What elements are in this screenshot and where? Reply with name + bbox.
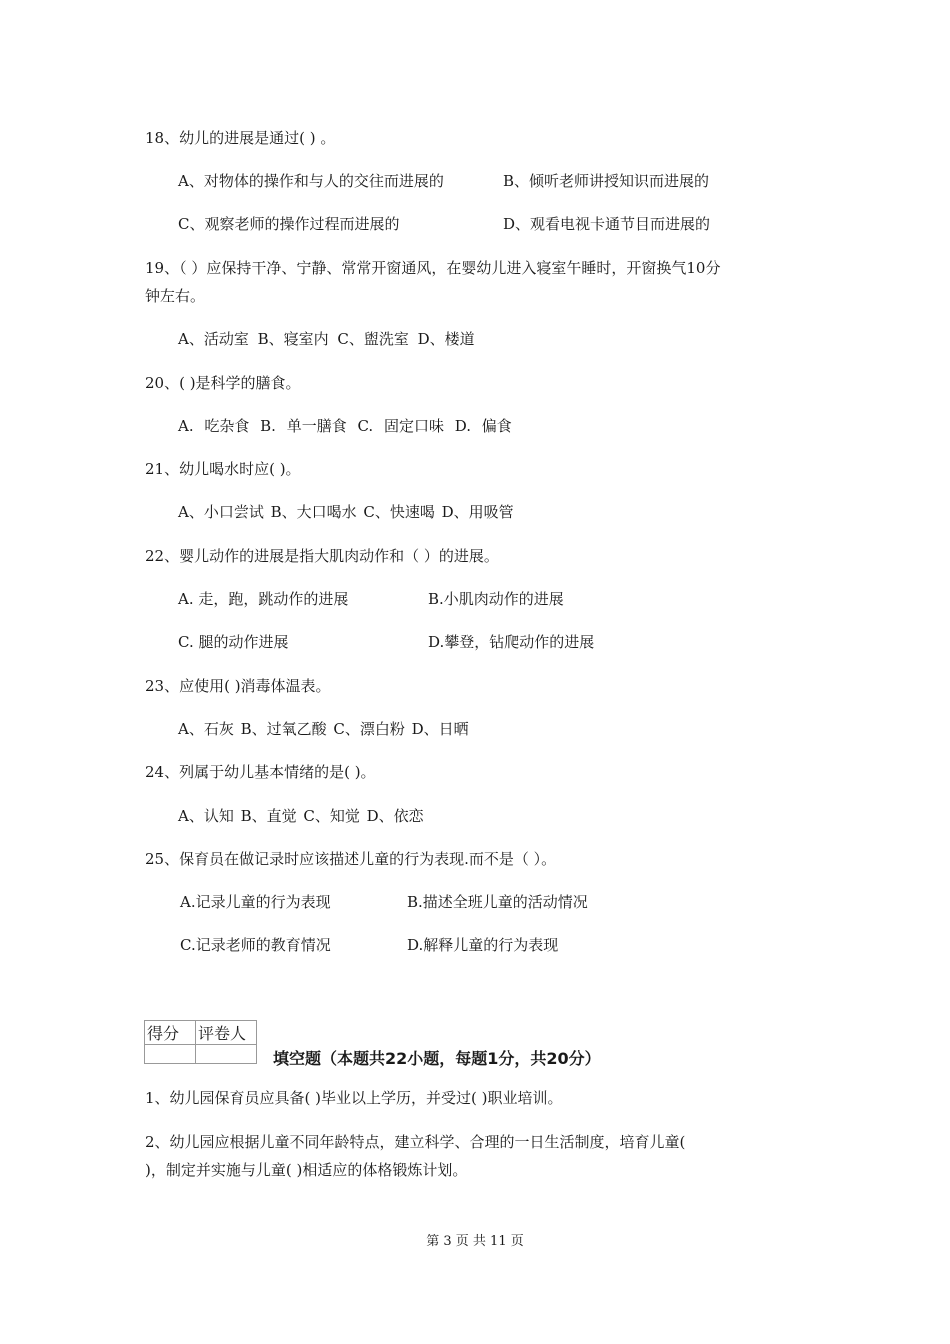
question-21-options: A、小口尝试 B、大口喝水 C、快速喝 D、用吸管: [178, 503, 514, 521]
fill-question-2-line2: )，制定并实施与儿童( )相适应的体格锻炼计划。: [145, 1161, 468, 1179]
score-label: 得分: [145, 1021, 196, 1045]
score-box: [144, 1020, 257, 1064]
question-25-option-c: C.记录老师的教育情况: [180, 936, 331, 954]
question-21-stem: 21、幼儿喝水时应( )。: [145, 460, 301, 478]
question-19-options: A、活动室 B、寝室内 C、盥洗室 D、楼道: [178, 330, 475, 348]
question-20-stem: 20、( )是科学的膳食。: [145, 374, 301, 392]
question-22-option-a: A. 走，跑，跳动作的进展: [178, 590, 349, 608]
question-18-stem: 18、幼儿的进展是通过( ) 。: [145, 129, 336, 147]
question-22-option-b: B.小肌肉动作的进展: [428, 590, 564, 608]
question-23-options: A、石灰 B、过氧乙酸 C、漂白粉 D、日晒: [178, 720, 469, 738]
section-title: 填空题（本题共22小题，每题1分，共20分）: [273, 1049, 601, 1068]
question-20-options: A. 吃杂食 B. 单一膳食 C. 固定口味 D. 偏食: [178, 417, 512, 435]
question-18-option-b: B、倾听老师讲授知识而进展的: [503, 172, 710, 190]
question-24-stem: 24、列属于幼儿基本情绪的是( )。: [145, 763, 376, 781]
question-18-option-c: C、观察老师的操作过程而进展的: [178, 215, 400, 233]
question-19-stem-line1: 19、（ ）应保持干净、宁静、常常开窗通风，在婴幼儿进入寝室午睡时，开窗换气10分: [145, 259, 721, 277]
page-footer: 第 3 页 共 11 页: [426, 1234, 524, 1249]
question-22-option-d: D.攀登，钻爬动作的进展: [428, 633, 595, 651]
question-25-option-a: A.记录儿童的行为表现: [180, 893, 331, 911]
question-25-option-b: B.描述全班儿童的活动情况: [407, 893, 588, 911]
grader-label: 评卷人: [196, 1021, 257, 1045]
question-25-option-d: D.解释儿童的行为表现: [407, 936, 559, 954]
question-22-stem: 22、婴儿动作的进展是指大肌肉动作和（ ）的进展。: [145, 547, 499, 565]
score-cell: [145, 1045, 196, 1064]
question-19-stem-line2: 钟左右。: [145, 287, 206, 305]
question-18-option-d: D、观看电视卡通节目而进展的: [503, 215, 711, 233]
question-25-stem: 25、保育员在做记录时应该描述儿童的行为表现.而不是（ ）。: [145, 850, 557, 868]
question-22-option-c: C. 腿的动作进展: [178, 633, 289, 651]
grader-cell: [196, 1045, 257, 1064]
fill-question-1: 1、幼儿园保育员应具备( )毕业以上学历，并受过( )职业培训。: [145, 1089, 563, 1107]
question-18-option-a: A、对物体的操作和与人的交往而进展的: [178, 172, 444, 190]
question-24-options: A、认知 B、直觉 C、知觉 D、依恋: [178, 807, 424, 825]
fill-question-2-line1: 2、幼儿园应根据儿童不同年龄特点，建立科学、合理的一日生活制度，培育儿童(: [145, 1133, 686, 1151]
question-23-stem: 23、应使用( )消毒体温表。: [145, 677, 331, 695]
